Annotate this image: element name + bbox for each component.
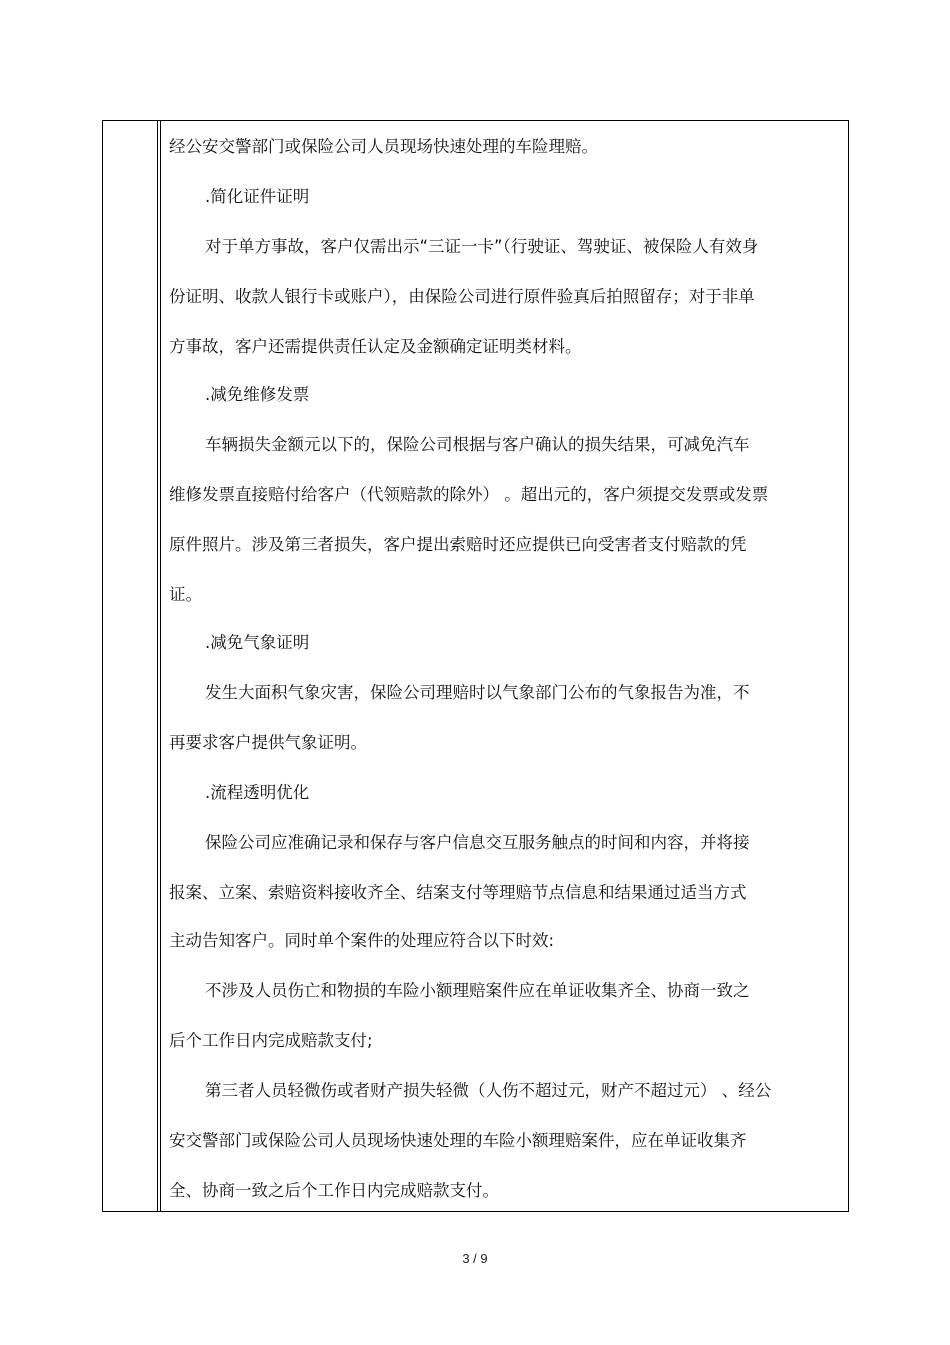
section-heading: .减免维修发票 — [205, 385, 310, 404]
table-content-cell — [161, 121, 848, 1211]
paragraph-line: 后个工作日内完成赔款支付; — [169, 1031, 373, 1050]
paragraph-line: 第三者人员轻微伤或者财产损失轻微（人伤不超过元，财产不超过元） 、经公 — [205, 1081, 772, 1100]
paragraph-line: 保险公司应准确记录和保存与客户信息交互服务触点的时间和内容，并将接 — [205, 833, 750, 852]
paragraph-line: 不涉及人员伤亡和物损的车险小额理赔案件应在单证收集齐全、协商一致之 — [205, 981, 750, 1000]
paragraph-line: 报案、立案、索赔资料接收齐全、结案支付等理赔节点信息和结果通过适当方式 — [169, 883, 747, 902]
paragraph-line: 证。 — [169, 585, 202, 604]
paragraph-line: 安交警部门或保险公司人员现场快速处理的车险小额理赔案件，应在单证收集齐 — [169, 1131, 747, 1150]
section-heading: .减免气象证明 — [205, 633, 310, 652]
paragraph-line: 全、协商一致之后个工作日内完成赔款支付。 — [169, 1181, 499, 1200]
paragraph-line: 发生大面积气象灾害，保险公司理赔时以气象部门公布的气象报告为准，不 — [205, 683, 750, 702]
table-left-column — [103, 121, 161, 1211]
section-heading: .简化证件证明 — [205, 187, 310, 206]
paragraph-line: 经公安交警部门或保险公司人员现场快速处理的车险理赔。 — [169, 137, 598, 156]
paragraph-line: 方事故，客户还需提供责任认定及金额确定证明类材料。 — [169, 337, 582, 356]
page-number: 3 / 9 — [462, 1251, 488, 1266]
document-table — [102, 120, 849, 1212]
paragraph-line: 车辆损失金额元以下的，保险公司根据与客户确认的损失结果，可减免汽车 — [205, 435, 750, 454]
paragraph-line: 份证明、收款人银行卡或账户），由保险公司进行原件验真后拍照留存；对于非单 — [169, 287, 755, 306]
paragraph-line: 主动告知客户。同时单个案件的处理应符合以下时效: — [169, 931, 555, 950]
paragraph-line: 原件照片。涉及第三者损失，客户提出索赔时还应提供已向受害者支付赔款的凭 — [169, 535, 747, 554]
paragraph-line: 对于单方事故，客户仅需出示“三证一卡”（行驶证、驾驶证、被保险人有效身 — [205, 237, 759, 256]
paragraph-line: 再要求客户提供气象证明。 — [169, 733, 367, 752]
section-heading: .流程透明优化 — [205, 783, 310, 802]
paragraph-line: 维修发票直接赔付给客户（代领赔款的除外） 。超出元的，客户须提交发票或发票 — [169, 485, 769, 504]
